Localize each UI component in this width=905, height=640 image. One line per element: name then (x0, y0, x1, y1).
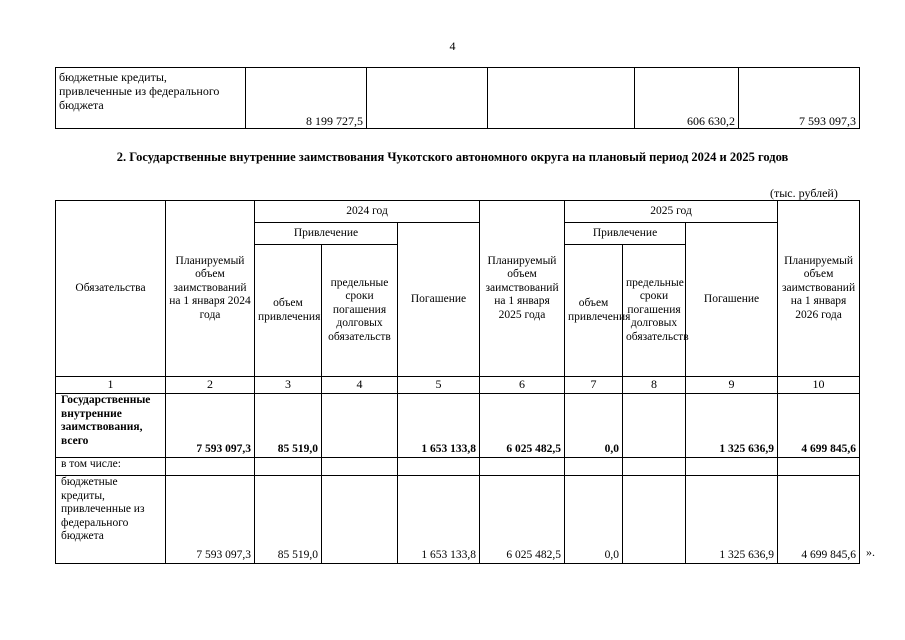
header-volume-2024: объем привлечения (255, 245, 322, 377)
table-cell: 6 025 482,5 (480, 476, 565, 564)
column-number: 7 (565, 377, 623, 394)
table-cell: 1 325 636,9 (686, 476, 778, 564)
column-number: 5 (398, 377, 480, 394)
header-volume-2025: объем привлечения (565, 245, 623, 377)
table-cell: 4 699 845,6 (778, 476, 860, 564)
column-number: 10 (778, 377, 860, 394)
column-number: 4 (322, 377, 398, 394)
table-row (56, 458, 860, 476)
header-terms-2024: предельные сроки погашения долговых обязательств (322, 245, 398, 377)
column-number: 6 (480, 377, 565, 394)
table-cell: 4 699 845,6 (778, 394, 860, 458)
table-cell (166, 458, 255, 476)
header-terms-2025: предельные сроки погашения долговых обязательств (623, 245, 686, 377)
header-repayment-2025: Погашение (686, 223, 778, 377)
table-cell: 8 199 727,5 (246, 68, 367, 129)
table-cell (367, 68, 488, 129)
carryover-table (55, 67, 860, 129)
table-cell (623, 476, 686, 564)
table-cell (488, 68, 635, 129)
units-label: (тыс. рублей) (770, 186, 838, 200)
closing-quote: ». (866, 545, 875, 559)
header-attraction-2025: Привлечение (565, 223, 686, 245)
table-cell: 1 325 636,9 (686, 394, 778, 458)
column-number: 3 (255, 377, 322, 394)
table-cell: 606 630,2 (635, 68, 739, 129)
table-cell: 0,0 (565, 394, 623, 458)
header-year-2025: 2025 год (565, 201, 778, 223)
header-planned-2026: Планируемый объем заимствований на 1 января 2026 года (778, 201, 860, 377)
section-heading: 2. Государственные внутренние заимствования Чукотского автономного округа на плановый период 2024 и 2025 годов (116, 150, 789, 164)
column-number: 2 (166, 377, 255, 394)
page-number: 4 (449, 39, 456, 53)
table-row (56, 476, 860, 564)
column-number: 9 (686, 377, 778, 394)
table-cell: 7 593 097,3 (166, 394, 255, 458)
table-cell: 85 519,0 (255, 476, 322, 564)
table-cell: 6 025 482,5 (480, 394, 565, 458)
row-label: Государственные внутренние заимствования, всего (56, 394, 166, 458)
table-cell (686, 458, 778, 476)
header-year-2024: 2024 год (255, 201, 480, 223)
table-cell (480, 458, 565, 476)
table-cell (623, 394, 686, 458)
row-label: бюджетные кредиты, привлеченные из федерального бюджета (56, 68, 246, 129)
table-cell: 7 593 097,3 (739, 68, 860, 129)
borrowings-table (55, 200, 860, 564)
table-cell (255, 458, 322, 476)
table-cell: 7 593 097,3 (166, 476, 255, 564)
table-cell (623, 458, 686, 476)
header-attraction-2024: Привлечение (255, 223, 398, 245)
table-cell (565, 458, 623, 476)
header-repayment-2024: Погашение (398, 223, 480, 377)
table-cell (778, 458, 860, 476)
table-cell: 0,0 (565, 476, 623, 564)
table-cell: 1 653 133,8 (398, 476, 480, 564)
table-cell: 1 653 133,8 (398, 394, 480, 458)
table-cell: 85 519,0 (255, 394, 322, 458)
table-cell (322, 458, 398, 476)
header-row (56, 201, 860, 223)
header-planned-2025: Планируемый объем заимствований на 1 января 2025 года (480, 201, 565, 377)
row-label: в том числе: (56, 458, 166, 476)
column-number-row (56, 377, 860, 394)
header-obligations: Обязательства (56, 201, 166, 377)
table-row (56, 394, 860, 458)
column-number: 8 (623, 377, 686, 394)
table-cell (322, 394, 398, 458)
column-number: 1 (56, 377, 166, 394)
table-row (56, 68, 860, 129)
row-label: бюджетные кредиты, привлеченные из федерального бюджета (56, 476, 166, 564)
header-planned-2024: Планируемый объем заимствований на 1 января 2024 года (166, 201, 255, 377)
table-cell (322, 476, 398, 564)
table-cell (398, 458, 480, 476)
